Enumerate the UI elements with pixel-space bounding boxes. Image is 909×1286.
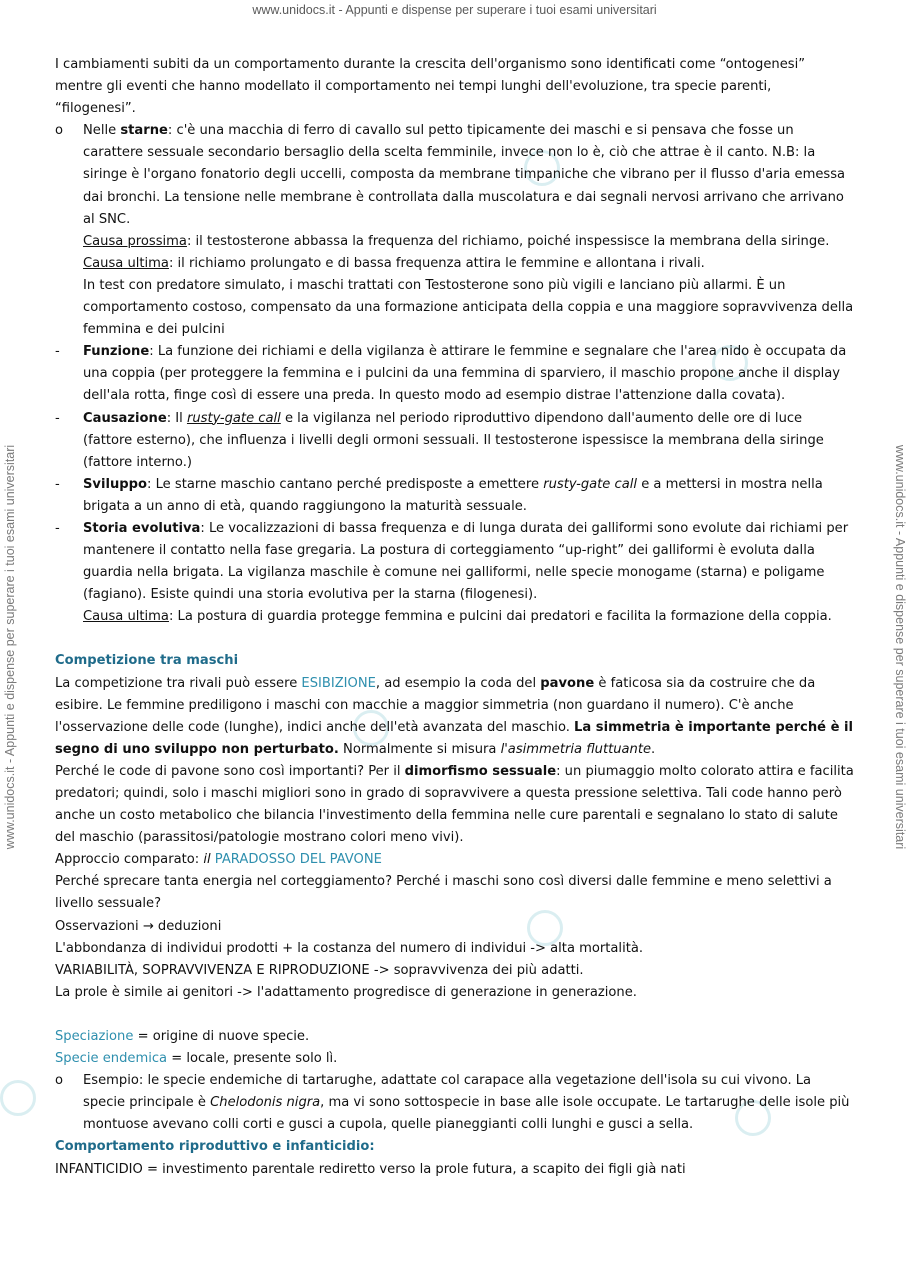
starne-item: o Nelle starne: c'è una macchia di ferro di cavallo sul petto tipicamente dei maschi e si pensava che fosse un carattere sessuale secondario bersaglio della scelta femminile, invece non lo è, ciò che attrae è il canto. N.B: la siringe è l'organo fonatorio degli uccelli, composta da membrane timpaniche che vibrano per il flusso d'aria emessa dai bronchi. La tensione nelle membrane è controllata dalla muscolatura e dai segnali nervosi arrivano che arrivano al SNC. Causa prossima: il testosterone abbassa la frequenza del richiamo, poiché inspessisce la membrana della siringe. Causa ultima: il richiamo prolungato e di bassa frequenza attira le femmine e allontana i rivali. In test con predatore simulato, i maschi trattati con Testosterone sono più vigili e lanciano più allarmi. È un comportamento costoso, compensato da una formazione anticipata della coppia e una maggiore sopravvivenza della femmina e dei pulcini	[55, 120, 855, 341]
rusty-gate-term: rusty-gate call	[186, 410, 281, 426]
funzione-label: Funzione	[83, 344, 150, 360]
watermark-logo-icon	[0, 1080, 36, 1116]
speciazione-def: Speciazione = origine di nuove specie.	[55, 1028, 310, 1044]
heading-infanticidio: Comportamento riproduttivo e infanticidio:	[55, 1139, 375, 1155]
competizione-p3: Approccio comparato: il PARADOSSO DEL PAVONE	[55, 852, 382, 868]
causa-ultima-label: Causa ultima	[83, 255, 169, 271]
dash-marker: -	[55, 476, 60, 492]
test-paragraph: In test con predatore simulato, i maschi trattati con Testosterone sono più vigili e lanciano più allarmi. È un comportamento costoso, compensato da una formazione anticipata della coppia e una maggiore sopravvivenza della femmina e dei pulcini	[83, 277, 854, 338]
infanticidio-def: INFANTICIDIO = investimento parentale rediretto verso la prole futura, a scapito dei figli già nati	[55, 1161, 686, 1177]
dash-marker: -	[55, 410, 60, 426]
competizione-p5: Osservazioni → deduzioni	[55, 918, 222, 934]
esempio-item: o Esempio: le specie endemiche di tartarughe, adattate col carapace alla vegetazione dell'isola su cui vivono. La specie principale è Chelodonis nigra, ma vi sono sottospecie in base alle isole occupate. Le tartarughe delle isole più montuose avevano colli corti e gusci a cupola, quelle pianeggianti colli lunghi e gusci a sella.	[55, 1070, 855, 1136]
bullet-marker: o	[55, 1073, 64, 1089]
competizione-p1: La competizione tra rivali può essere ESIBIZIONE, ad esempio la coda del pavone è faticosa sia da costruire che da esibire. Le femmine prediligono i maschi con macchie a maggior simmetria (non guardano il numero). C'è anche l'osservazione delle code (lunghe), indici anche dell'età avanzata del maschio. La simmetria è importante perché è il segno di uno sviluppo non perturbato. Normalmente si misura l'asimmetria fluttuante.	[55, 675, 853, 757]
causa-ultima-label: Causa ultima	[83, 609, 169, 625]
competizione-p2: Perché le code di pavone sono così importanti? Per il dimorfismo sessuale: un piumaggio molto colorato attira e facilita predatori; quindi, solo i maschi migliori sono in grado di sopravvivere a questa pressione selettiva. Tali code hanno però anche un costo metabolico che bilancia l'investimento della femmina nelle cure parentali e segnalano lo stato di salute del maschio (parassitosi/patologie mostrano colori meno vivi).	[55, 763, 854, 846]
causazione-item: - Causazione: Il rusty-gate call e la vigilanza nel periodo riproduttivo dipendono dall'aumento delle ore di luce (fattore esterno), che influenza i livelli degli ormoni sessuali. Il testosterone ispessisce la membrana della siringe (fattore interno.)	[55, 408, 855, 474]
bullet-marker: o	[55, 123, 64, 139]
document-body	[55, 54, 855, 1181]
watermark-left: www.unidocs.it - Appunti e dispense per superare i tuoi esami universitari	[3, 444, 17, 850]
sviluppo-label: Sviluppo	[83, 476, 148, 492]
causazione-label: Causazione	[83, 410, 167, 426]
dash-marker: -	[55, 520, 60, 536]
storia-item: - Storia evolutiva: Le vocalizzazioni di bassa frequenza e di lunga durata dei galliformi sono evolute dai richiami per mantenere il contatto nella fase gregaria. La postura di corteggiamento “up-right” dei galliformi è evoluta dalla guardia nella brigata. La vigilanza maschile è comune nei galliformi, nelle specie monogame (starna) e poligame (fagiano). Esiste quindi una storia evolutiva per la starna (filogenesi). Causa ultima: La postura di guardia protegge femmina e pulcini dai predatori e facilita la formazione della coppia.	[55, 518, 855, 628]
watermark-top: www.unidocs.it - Appunti e dispense per superare i tuoi esami universitari	[252, 3, 657, 17]
causa-prossima-label: Causa prossima	[83, 233, 187, 249]
competizione-p7: VARIABILITÀ, SOPRAVVIVENZA E RIPRODUZIONE -> sopravvivenza dei più adatti.	[55, 962, 584, 978]
specie-endemica-def: Specie endemica = locale, presente solo lì.	[55, 1051, 338, 1067]
rusty-gate-term: rusty-gate call	[543, 476, 638, 492]
funzione-item: - Funzione: La funzione dei richiami e della vigilanza è attirare le femmine e segnalare che l'area nido è occupata da una coppia (per proteggere la femmina e i pulcini da una femmina di sparviero, il maschio propone anche il display dell'ala rotta, finge così di essere una preda. In questo modo ad esempio distrae l'attenzione dalla covata).	[55, 341, 855, 407]
competizione-p6: L'abbondanza di individui prodotti + la costanza del numero di individui -> alta mortalità.	[55, 940, 644, 956]
starne-term: starne	[120, 123, 168, 139]
storia-label: Storia evolutiva	[83, 520, 201, 536]
sviluppo-item: - Sviluppo: Le starne maschio cantano perché predisposte a emettere rusty-gate call e a mettersi in mostra nella brigata a un anno di età, quando raggiungono la maturità sessuale.	[55, 474, 855, 518]
dash-marker: -	[55, 344, 60, 360]
heading-competizione: Competizione tra maschi	[55, 653, 239, 669]
competizione-p8: La prole è simile ai genitori -> l'adattamento progredisce di generazione in generazione.	[55, 984, 637, 1000]
intro-paragraph: I cambiamenti subiti da un comportamento durante la crescita dell'organismo sono identificati come “ontogenesi” mentre gli eventi che hanno modellato il comportamento nei tempi lunghi dell'evoluzione, tra specie parenti, “filogenesi”.	[55, 57, 805, 117]
watermark-right: www.unidocs.it - Appunti e dispense per superare i tuoi esami universitari	[893, 444, 907, 850]
competizione-p4: Perché sprecare tanta energia nel corteggiamento? Perché i maschi sono così diversi dalle femmine e meno selettivi a livello sessuale?	[55, 874, 832, 912]
